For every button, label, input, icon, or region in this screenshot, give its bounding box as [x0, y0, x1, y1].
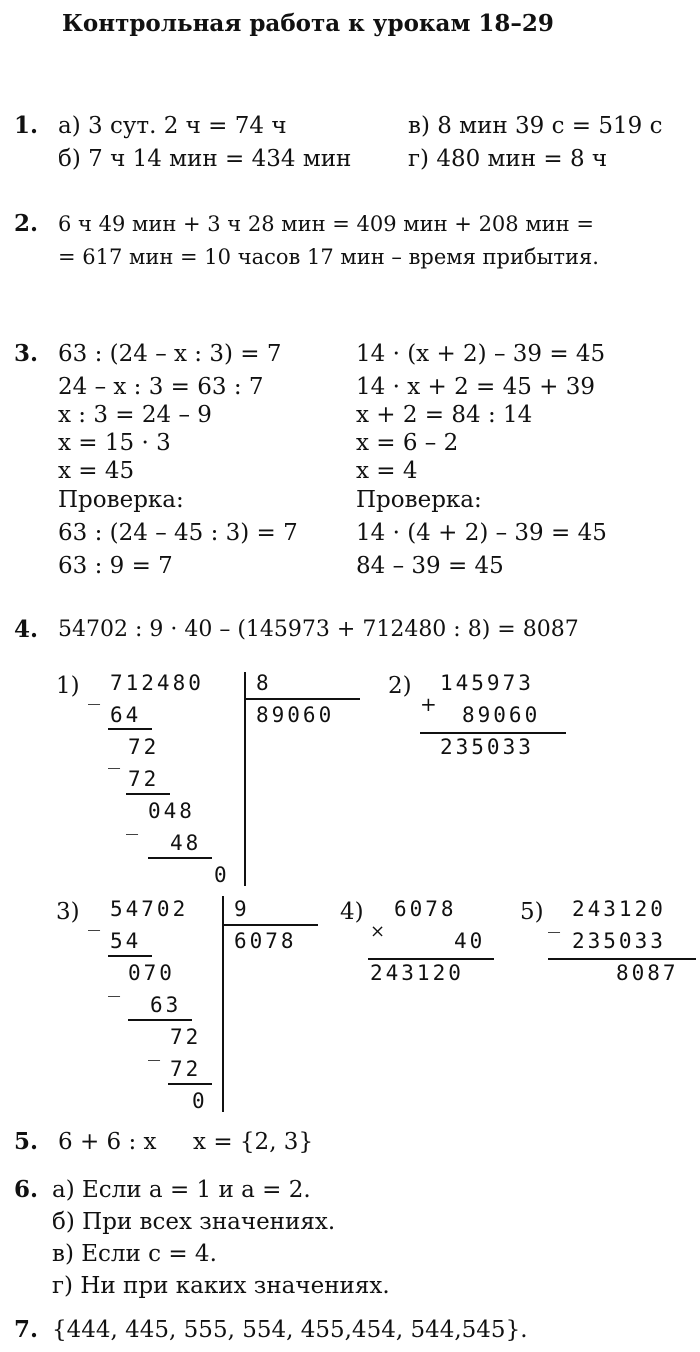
step-1-label: 1): [56, 673, 80, 699]
task-3-left-line-1: 63 : (24 – x : 3) = 7: [58, 341, 282, 367]
s1-row: 72: [128, 767, 160, 791]
task-4-expression: 54702 : 9 · 40 – (145973 + 712480 : 8) = 8087: [58, 617, 579, 642]
s5-minuend: 243120: [572, 897, 666, 921]
task-6-number: 6.: [14, 1176, 39, 1203]
task-3-left-line-8: 63 : 9 = 7: [58, 553, 173, 579]
task-3-left-line-2: 24 – x : 3 = 63 : 7: [58, 374, 264, 400]
task-3-right-line-8: 84 – 39 = 45: [356, 553, 504, 579]
task-3-right-line-6: Проверка:: [356, 487, 482, 513]
task-4-number: 4.: [14, 616, 39, 643]
s2-addend-b: 89060: [462, 703, 541, 727]
s1-row: 48: [170, 831, 202, 855]
s4-factor-b: 40: [454, 929, 486, 953]
step-2-label: 2): [388, 673, 412, 699]
task-3-left-line-5: x = 45: [58, 458, 135, 484]
step-5-label: 5): [520, 899, 544, 925]
task-1b: б) 7 ч 14 мин = 434 мин: [58, 146, 352, 172]
task-7-text: {444, 445, 555, 554, 455,454, 544,545}.: [52, 1317, 528, 1343]
s3-quotient: 6078: [234, 929, 297, 953]
s1-dividend: 712480: [110, 671, 204, 695]
task-3-right-line-2: 14 · x + 2 = 45 + 39: [356, 374, 596, 400]
times-sign: ×: [370, 921, 386, 942]
task-5-text: 6 + 6 : x x = {2, 3}: [58, 1129, 314, 1155]
task-3-left-line-7: 63 : (24 – 45 : 3) = 7: [58, 520, 298, 546]
minus-sign: _: [88, 907, 104, 931]
s1-row: 048: [148, 799, 195, 823]
task-3-right-line-1: 14 · (x + 2) – 39 = 45: [356, 341, 606, 367]
s3-row: 54: [110, 929, 142, 953]
task-1a: а) 3 сут. 2 ч = 74 ч: [58, 113, 287, 139]
s3-divisor: 9: [234, 897, 250, 921]
s2-sum: 235033: [440, 735, 534, 759]
minus-sign: _: [548, 909, 564, 933]
s4-product: 243120: [370, 961, 464, 985]
task-2-line1: 6 ч 49 мин + 3 ч 28 мин = 409 мин + 208 мин =: [58, 212, 594, 236]
task-3-number: 3.: [14, 340, 39, 367]
task-2-number: 2.: [14, 210, 39, 237]
task-3-left-line-6: Проверка:: [58, 487, 184, 513]
step-4-label: 4): [340, 899, 364, 925]
page-title: Контрольная работа к урокам 18–29: [62, 10, 554, 37]
task-1g: г) 480 мин = 8 ч: [408, 146, 608, 172]
minus-sign: _: [88, 681, 104, 705]
plus-sign: +: [420, 692, 437, 716]
task-6v: в) Если c = 4.: [52, 1241, 217, 1267]
s5-difference: 8087: [616, 961, 679, 985]
step-3-label: 3): [56, 899, 80, 925]
task-1v: в) 8 мин 39 с = 519 с: [408, 113, 663, 139]
s2-addend-a: 145973: [440, 671, 534, 695]
minus-sign: _: [126, 811, 142, 835]
task-6b: б) При всех значениях.: [52, 1209, 336, 1235]
task-3-left-line-4: x = 15 · 3: [58, 430, 171, 456]
task-7-number: 7.: [14, 1316, 39, 1343]
s3-remainder: 0: [192, 1089, 208, 1113]
task-3-right-line-7: 14 · (4 + 2) – 39 = 45: [356, 520, 607, 546]
task-5-number: 5.: [14, 1128, 39, 1155]
s3-row: 63: [150, 993, 182, 1017]
task-6a: а) Если a = 1 и a = 2.: [52, 1177, 311, 1203]
s3-row: 72: [170, 1025, 202, 1049]
s1-row: 72: [128, 735, 160, 759]
task-3-left-line-3: x : 3 = 24 – 9: [58, 402, 212, 428]
s1-remainder: 0: [214, 863, 230, 887]
s5-subtrahend: 235033: [572, 929, 666, 953]
s1-row: 64: [110, 703, 142, 727]
s3-dividend: 54702: [110, 897, 189, 921]
task-3-right-line-5: x = 4: [356, 458, 418, 484]
task-3-right-line-4: x = 6 – 2: [356, 430, 459, 456]
task-1-number: 1.: [14, 112, 39, 139]
s3-row: 72: [170, 1057, 202, 1081]
s4-factor-a: 6078: [394, 897, 457, 921]
s1-quotient: 89060: [256, 703, 335, 727]
minus-sign: _: [108, 973, 124, 997]
s3-row: 070: [128, 961, 175, 985]
task-6g: г) Ни при каких значениях.: [52, 1273, 390, 1299]
minus-sign: _: [148, 1037, 164, 1061]
task-3-right-line-3: x + 2 = 84 : 14: [356, 402, 533, 428]
s1-divisor: 8: [256, 671, 272, 695]
minus-sign: _: [108, 745, 124, 769]
task-2-line2: = 617 мин = 10 часов 17 мин – время прибытия.: [58, 245, 599, 269]
